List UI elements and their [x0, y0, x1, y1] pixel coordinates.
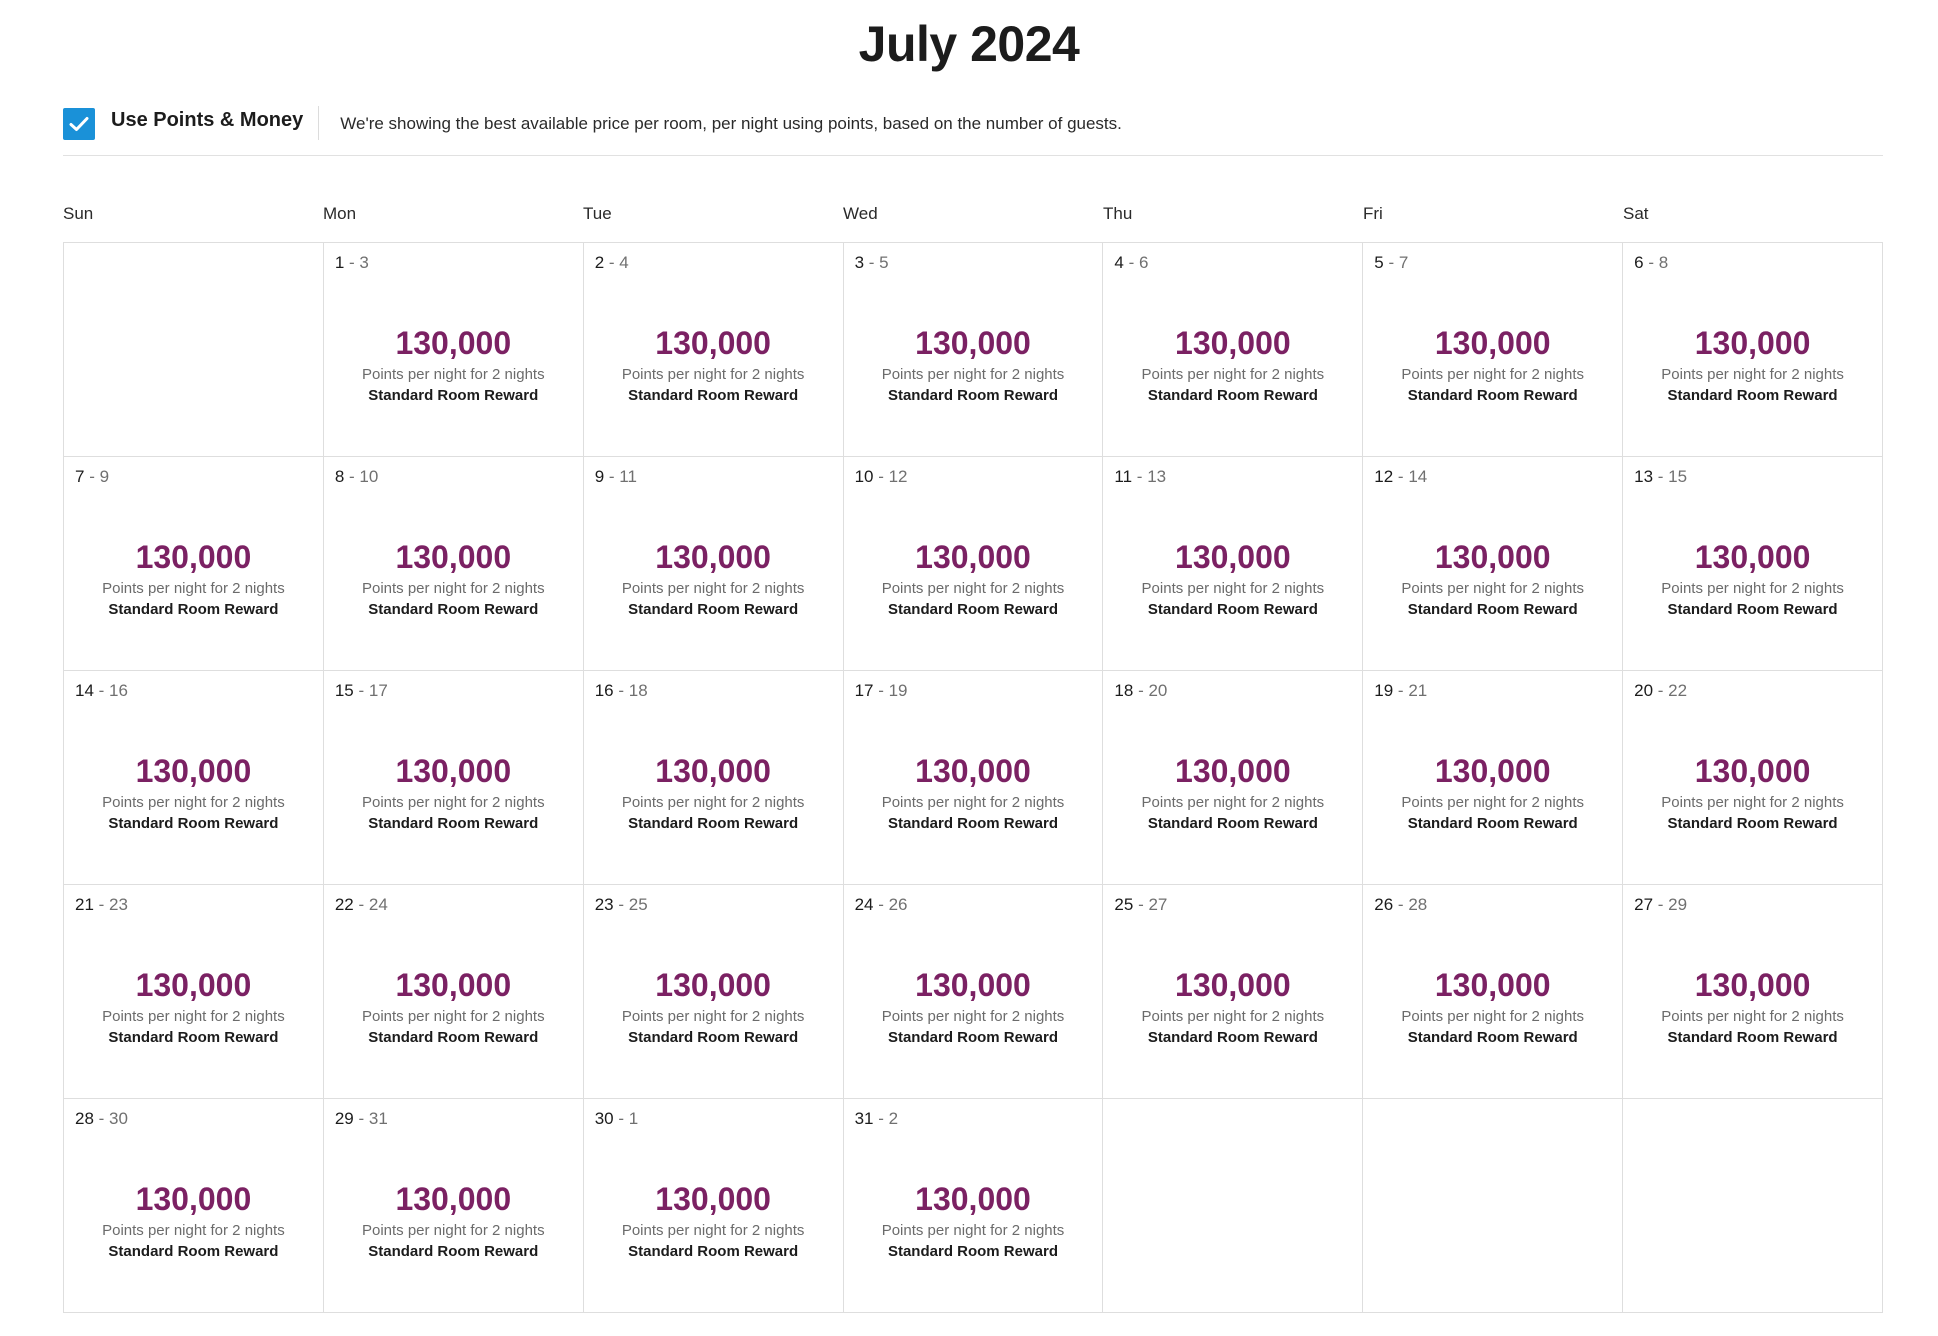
- reward-type: Standard Room Reward: [628, 1243, 799, 1260]
- price-block: [1623, 323, 1882, 406]
- calendar-day-cell[interactable]: [1363, 671, 1623, 885]
- price-block: [584, 537, 843, 620]
- calendar-empty-cell: [1363, 1099, 1623, 1313]
- price-block: [844, 537, 1103, 620]
- date-range: [335, 1109, 388, 1129]
- points-value: 130,000: [1175, 753, 1291, 789]
- reward-type: Standard Room Reward: [1407, 1029, 1578, 1046]
- date-separator: -: [613, 1109, 629, 1128]
- date-range: [595, 895, 648, 915]
- check-in-date: 1: [334, 253, 345, 272]
- calendar-day-cell[interactable]: [1623, 243, 1883, 457]
- reward-type: Standard Room Reward: [887, 601, 1058, 618]
- points-description: Points per night for 2 nights: [1401, 366, 1585, 383]
- date-range: [855, 253, 889, 273]
- date-separator: -: [1653, 681, 1669, 700]
- weekday-label: Mon: [323, 204, 357, 223]
- date-range: [1114, 467, 1166, 487]
- price-block: [64, 965, 323, 1048]
- check-in-date: 6: [1634, 253, 1644, 272]
- price-block: [64, 751, 323, 834]
- check-out-date: 15: [1668, 467, 1688, 486]
- date-range: [1374, 681, 1427, 701]
- reward-type: Standard Room Reward: [368, 601, 539, 618]
- check-out-date: 21: [1408, 681, 1428, 700]
- check-in-date: 11: [1114, 467, 1133, 486]
- reward-type: Standard Room Reward: [1147, 1029, 1318, 1046]
- calendar-empty-cell: [1623, 1099, 1883, 1313]
- use-points-money-checkbox[interactable]: [63, 108, 95, 140]
- points-description: Points per night for 2 nights: [1661, 580, 1844, 597]
- weekday-label: Sat: [1623, 204, 1649, 223]
- check-in-date: 27: [1634, 895, 1654, 914]
- check-out-date: 22: [1668, 681, 1688, 700]
- weekday-label: Sun: [63, 204, 94, 223]
- calendar-day-cell[interactable]: [324, 671, 584, 885]
- points-description: Points per night for 2 nights: [621, 366, 805, 383]
- date-range: [595, 681, 648, 701]
- points-value: 130,000: [135, 1181, 252, 1217]
- date-range: [595, 467, 637, 487]
- price-block: [1363, 537, 1622, 620]
- date-separator: -: [1133, 895, 1149, 914]
- price-block: [1103, 537, 1362, 620]
- check-in-date: 29: [334, 1109, 354, 1128]
- date-separator: -: [1123, 253, 1139, 272]
- date-range: [1634, 895, 1687, 915]
- calendar-day-cell[interactable]: [1103, 457, 1363, 671]
- check-out-date: 18: [628, 681, 648, 700]
- price-block: [64, 537, 323, 620]
- date-range: [75, 1109, 128, 1129]
- points-description: Points per night for 2 nights: [361, 1008, 545, 1025]
- calendar-day-cell[interactable]: [1623, 671, 1883, 885]
- check-in-date: 12: [1374, 467, 1394, 486]
- points-value: 130,000: [1694, 539, 1811, 575]
- points-value: 130,000: [1694, 753, 1811, 789]
- date-separator: -: [1393, 895, 1409, 914]
- reward-type: Standard Room Reward: [368, 1029, 539, 1046]
- check-out-date: 17: [368, 681, 388, 700]
- calendar-day-cell[interactable]: [584, 457, 844, 671]
- calendar-day-cell[interactable]: [584, 243, 844, 457]
- points-description: Points per night for 2 nights: [1141, 1008, 1325, 1025]
- check-in-date: 14: [75, 681, 94, 700]
- check-in-date: 30: [594, 1109, 614, 1128]
- check-out-date: 24: [368, 895, 388, 914]
- points-value: 130,000: [1434, 967, 1551, 1003]
- check-in-date: 4: [1114, 253, 1124, 272]
- reward-type: Standard Room Reward: [1407, 387, 1578, 404]
- points-value: 130,000: [1434, 539, 1551, 575]
- points-value: 130,000: [395, 967, 512, 1003]
- points-value: 130,000: [135, 753, 252, 789]
- points-description: Points per night for 2 nights: [621, 580, 805, 597]
- calendar-day-cell[interactable]: [844, 1099, 1104, 1313]
- date-separator: -: [93, 681, 110, 700]
- check-in-date: 26: [1374, 895, 1394, 914]
- points-value: 130,000: [1434, 753, 1551, 789]
- check-in-date: 17: [854, 681, 874, 700]
- reward-type: Standard Room Reward: [887, 815, 1058, 832]
- check-in-date: 18: [1114, 681, 1134, 700]
- date-range: [75, 681, 128, 701]
- price-block: [1363, 965, 1622, 1048]
- reward-type: Standard Room Reward: [1407, 601, 1578, 618]
- points-value: 130,000: [915, 1181, 1031, 1217]
- price-block: [1623, 965, 1882, 1048]
- check-in-date: 10: [854, 467, 874, 486]
- check-in-date: 24: [854, 895, 874, 914]
- date-separator: -: [864, 253, 880, 272]
- date-separator: -: [1393, 467, 1409, 486]
- check-in-date: 19: [1374, 681, 1394, 700]
- check-out-date: 2: [888, 1109, 899, 1128]
- reward-type: Standard Room Reward: [368, 815, 539, 832]
- date-separator: -: [1653, 895, 1669, 914]
- check-out-date: 19: [888, 681, 908, 700]
- calendar-empty-cell: [64, 243, 324, 457]
- month-title: July 2024: [858, 16, 1080, 72]
- date-range: [1374, 895, 1427, 915]
- reward-type: Standard Room Reward: [1667, 1029, 1838, 1046]
- calendar-day-cell[interactable]: [1103, 671, 1363, 885]
- points-description: Points per night for 2 nights: [102, 1008, 285, 1025]
- date-separator: -: [1383, 253, 1399, 272]
- check-in-date: 8: [334, 467, 345, 486]
- check-out-date: 31: [368, 1109, 388, 1128]
- date-range: [1634, 253, 1668, 273]
- price-block: [64, 1179, 323, 1262]
- check-out-date: 6: [1139, 253, 1149, 272]
- date-separator: -: [344, 253, 360, 272]
- check-in-date: 25: [1114, 895, 1134, 914]
- calendar-day-cell[interactable]: [844, 671, 1104, 885]
- reward-type: Standard Room Reward: [108, 815, 279, 832]
- points-description: Points per night for 2 nights: [881, 1008, 1065, 1025]
- check-out-date: 16: [109, 681, 128, 700]
- reward-type: Standard Room Reward: [1667, 815, 1838, 832]
- calendar-day-cell[interactable]: [1103, 885, 1363, 1099]
- reward-type: Standard Room Reward: [1667, 601, 1838, 618]
- date-separator: -: [1393, 681, 1409, 700]
- points-value: 130,000: [1175, 967, 1291, 1003]
- reward-type: Standard Room Reward: [108, 1029, 279, 1046]
- date-separator: -: [873, 681, 889, 700]
- calendar-day-cell[interactable]: [64, 885, 324, 1099]
- check-out-date: 9: [99, 467, 110, 486]
- calendar-day-cell[interactable]: [1103, 243, 1363, 457]
- date-range: [1114, 895, 1167, 915]
- points-description: Points per night for 2 nights: [621, 1222, 805, 1239]
- calendar-day-cell[interactable]: [844, 457, 1104, 671]
- points-value: 130,000: [1694, 967, 1811, 1003]
- check-in-date: 23: [594, 895, 614, 914]
- check-out-date: 30: [109, 1109, 128, 1128]
- date-separator: -: [873, 1109, 889, 1128]
- date-separator: -: [613, 681, 629, 700]
- price-block: [844, 751, 1103, 834]
- date-separator: -: [1643, 253, 1659, 272]
- price-block: [584, 323, 843, 406]
- date-separator: -: [1133, 681, 1149, 700]
- date-separator: -: [873, 895, 889, 914]
- date-range: [1374, 467, 1427, 487]
- reward-type: Standard Room Reward: [628, 601, 799, 618]
- date-range: [855, 681, 908, 701]
- check-in-date: 2: [594, 253, 605, 272]
- check-out-date: 29: [1668, 895, 1688, 914]
- calendar-day-cell[interactable]: [324, 243, 584, 457]
- price-block: [1623, 537, 1882, 620]
- price-block: [1363, 323, 1622, 406]
- price-block: [324, 1179, 583, 1262]
- check-out-date: 7: [1398, 253, 1409, 272]
- date-range: [1374, 253, 1408, 273]
- check-in-date: 31: [854, 1109, 874, 1128]
- check-out-date: 12: [888, 467, 908, 486]
- points-value: 130,000: [915, 753, 1031, 789]
- check-out-date: 27: [1148, 895, 1168, 914]
- reward-type: Standard Room Reward: [628, 1029, 799, 1046]
- price-block: [584, 965, 843, 1048]
- date-range: [595, 253, 629, 273]
- check-out-date: 23: [109, 895, 128, 914]
- reward-type: Standard Room Reward: [1147, 815, 1318, 832]
- points-value: 130,000: [915, 325, 1031, 361]
- date-separator: -: [604, 467, 620, 486]
- points-description: Points per night for 2 nights: [881, 794, 1065, 811]
- weekday-header: [63, 200, 1883, 228]
- calendar-day-cell[interactable]: [1623, 457, 1883, 671]
- points-value: 130,000: [1694, 325, 1811, 361]
- date-range: [75, 895, 128, 915]
- check-in-date: 9: [594, 467, 605, 486]
- date-range: [1634, 681, 1687, 701]
- check-in-date: 20: [1634, 681, 1654, 700]
- check-out-date: 25: [628, 895, 648, 914]
- check-out-date: 11: [619, 467, 637, 486]
- calendar-day-cell[interactable]: [324, 1099, 584, 1313]
- check-out-date: 26: [888, 895, 908, 914]
- check-out-date: 8: [1658, 253, 1669, 272]
- points-value: 130,000: [395, 325, 512, 361]
- date-separator: -: [353, 895, 369, 914]
- price-block: [324, 537, 583, 620]
- price-block: [324, 965, 583, 1048]
- weekday-label: Thu: [1103, 204, 1133, 223]
- points-description: Points per night for 2 nights: [1661, 1008, 1844, 1025]
- date-separator: -: [873, 467, 889, 486]
- date-separator: -: [93, 895, 110, 914]
- check-out-date: 5: [879, 253, 889, 272]
- calendar-day-cell[interactable]: [584, 1099, 844, 1313]
- points-value: 130,000: [655, 967, 771, 1003]
- calendar-day-cell[interactable]: [844, 885, 1104, 1099]
- points-value: 130,000: [655, 325, 771, 361]
- points-description: Points per night for 2 nights: [361, 366, 545, 383]
- check-out-date: 3: [359, 253, 369, 272]
- weekday-label: Wed: [843, 204, 878, 223]
- points-value: 130,000: [1434, 325, 1551, 361]
- reward-type: Standard Room Reward: [1147, 601, 1318, 618]
- points-description: Points per night for 2 nights: [1141, 794, 1325, 811]
- check-out-date: 4: [619, 253, 629, 272]
- date-range: [855, 1109, 899, 1129]
- date-range: [1114, 253, 1148, 273]
- check-in-date: 7: [75, 467, 85, 486]
- points-description: Points per night for 2 nights: [102, 1222, 285, 1239]
- points-description: Points per night for 2 nights: [881, 366, 1065, 383]
- price-block: [844, 965, 1103, 1048]
- reward-type: Standard Room Reward: [368, 1243, 539, 1260]
- points-value: 130,000: [1175, 325, 1291, 361]
- date-range: [595, 1109, 639, 1129]
- points-description: Points per night for 2 nights: [1661, 794, 1844, 811]
- points-description: Points per night for 2 nights: [621, 794, 805, 811]
- date-range: [855, 467, 908, 487]
- calendar-day-cell[interactable]: [584, 885, 844, 1099]
- date-range: [335, 467, 379, 487]
- points-value: 130,000: [915, 539, 1031, 575]
- reward-type: Standard Room Reward: [887, 1029, 1058, 1046]
- date-range: [1634, 467, 1687, 487]
- date-separator: -: [604, 253, 620, 272]
- points-description: Points per night for 2 nights: [1401, 580, 1585, 597]
- points-value: 130,000: [655, 1181, 771, 1217]
- reward-type: Standard Room Reward: [1407, 815, 1578, 832]
- check-in-date: 5: [1374, 253, 1384, 272]
- points-value: 130,000: [395, 539, 512, 575]
- reward-type: Standard Room Reward: [628, 815, 799, 832]
- date-range: [335, 253, 369, 273]
- points-description: Points per night for 2 nights: [1401, 794, 1585, 811]
- check-out-date: 20: [1148, 681, 1168, 700]
- points-value: 130,000: [915, 967, 1031, 1003]
- check-out-date: 14: [1408, 467, 1428, 486]
- points-value: 130,000: [655, 539, 771, 575]
- price-block: [1103, 323, 1362, 406]
- calendar-day-cell[interactable]: [844, 243, 1104, 457]
- points-value: 130,000: [135, 539, 252, 575]
- calendar-day-cell[interactable]: [1363, 457, 1623, 671]
- date-range: [1114, 681, 1167, 701]
- points-description: Points per night for 2 nights: [1661, 366, 1844, 383]
- price-block: [1623, 751, 1882, 834]
- reward-type: Standard Room Reward: [1667, 387, 1838, 404]
- calendar-day-cell[interactable]: [1363, 243, 1623, 457]
- calendar-day-cell[interactable]: [584, 671, 844, 885]
- checkmark-icon: [69, 116, 89, 132]
- price-block: [324, 751, 583, 834]
- check-in-date: 15: [334, 681, 354, 700]
- date-separator: -: [344, 467, 360, 486]
- calendar-empty-cell: [1103, 1099, 1363, 1313]
- date-separator: -: [353, 681, 369, 700]
- points-description: Points per night for 2 nights: [1141, 580, 1325, 597]
- reward-type: Standard Room Reward: [887, 387, 1058, 404]
- check-in-date: 28: [75, 1109, 94, 1128]
- calendar-day-cell[interactable]: [324, 457, 584, 671]
- check-out-date: 10: [359, 467, 379, 486]
- weekday-label: Fri: [1363, 204, 1383, 223]
- points-value: 130,000: [1175, 539, 1291, 575]
- date-separator: -: [1132, 467, 1148, 486]
- points-description: Points per night for 2 nights: [621, 1008, 805, 1025]
- calendar-grid: [63, 242, 1883, 1313]
- points-value: 130,000: [655, 753, 771, 789]
- calendar-day-cell[interactable]: [324, 885, 584, 1099]
- calendar-day-cell[interactable]: [1623, 885, 1883, 1099]
- points-description: Points per night for 2 nights: [881, 1222, 1065, 1239]
- points-value: 130,000: [395, 753, 512, 789]
- price-block: [1103, 965, 1362, 1048]
- date-separator: -: [613, 895, 629, 914]
- price-block: [584, 751, 843, 834]
- date-separator: -: [84, 467, 100, 486]
- weekday-label: Tue: [583, 204, 612, 223]
- reward-type: Standard Room Reward: [108, 601, 279, 618]
- check-in-date: 16: [594, 681, 614, 700]
- check-in-date: 3: [854, 253, 865, 272]
- date-range: [335, 681, 388, 701]
- reward-type: Standard Room Reward: [887, 1243, 1058, 1260]
- price-block: [1363, 751, 1622, 834]
- date-range: [855, 895, 908, 915]
- points-description: Points per night for 2 nights: [1401, 1008, 1585, 1025]
- price-block: [844, 323, 1103, 406]
- price-block: [324, 323, 583, 406]
- points-info-text: We're showing the best available price per room, per night using points, based on the number of guests.: [340, 114, 1122, 133]
- points-value: 130,000: [135, 967, 252, 1003]
- points-description: Points per night for 2 nights: [881, 580, 1065, 597]
- points-description: Points per night for 2 nights: [361, 1222, 545, 1239]
- reward-type: Standard Room Reward: [368, 387, 539, 404]
- check-in-date: 21: [75, 895, 94, 914]
- date-separator: -: [93, 1109, 110, 1128]
- calendar-day-cell[interactable]: [64, 457, 324, 671]
- price-block: [844, 1179, 1103, 1262]
- check-out-date: 13: [1147, 467, 1167, 486]
- reward-type: Standard Room Reward: [1147, 387, 1318, 404]
- calendar-day-cell[interactable]: [64, 671, 324, 885]
- date-range: [75, 467, 109, 487]
- points-value: 130,000: [395, 1181, 512, 1217]
- points-description: Points per night for 2 nights: [1141, 366, 1325, 383]
- check-in-date: 13: [1634, 467, 1654, 486]
- points-description: Points per night for 2 nights: [102, 580, 285, 597]
- reward-type: Standard Room Reward: [108, 1243, 279, 1260]
- price-block: [1103, 751, 1362, 834]
- points-description: Points per night for 2 nights: [361, 794, 545, 811]
- check-in-date: 22: [334, 895, 354, 914]
- reward-type: Standard Room Reward: [628, 387, 799, 404]
- calendar-day-cell[interactable]: [64, 1099, 324, 1313]
- points-money-option-row: [63, 103, 1883, 156]
- calendar-day-cell[interactable]: [1363, 885, 1623, 1099]
- points-description: Points per night for 2 nights: [361, 580, 545, 597]
- check-out-date: 1: [628, 1109, 639, 1128]
- date-range: [335, 895, 388, 915]
- date-separator: -: [1653, 467, 1669, 486]
- price-block: [584, 1179, 843, 1262]
- use-points-money-label[interactable]: Use Points & Money: [111, 106, 319, 140]
- date-separator: -: [353, 1109, 369, 1128]
- points-description: Points per night for 2 nights: [102, 794, 285, 811]
- check-out-date: 28: [1408, 895, 1428, 914]
